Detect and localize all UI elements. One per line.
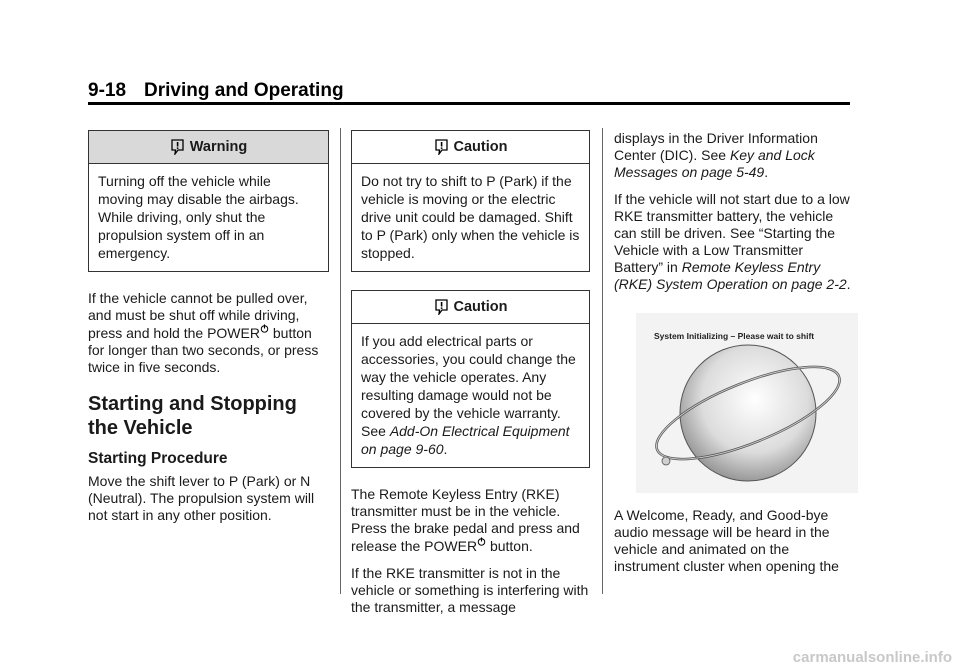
power-icon bbox=[477, 537, 486, 546]
shutoff-paragraph bbox=[88, 290, 329, 376]
rke-text-b: button. bbox=[489, 538, 533, 554]
key-lock-reference-link[interactable]: Key and Lock Messages on page 5-49 bbox=[614, 147, 815, 180]
rke-text-a: The Remote Keyless Entry (RKE) transmitter must be in the vehicle. Press the brake pedal and press and release the POWER bbox=[351, 486, 580, 554]
column-divider-2 bbox=[602, 128, 603, 594]
warning-box bbox=[88, 130, 329, 272]
caution-body-2 bbox=[352, 324, 589, 467]
rke-paragraph bbox=[351, 486, 590, 555]
warning-title: Warning bbox=[189, 138, 248, 155]
section-title: Driving and Operating bbox=[144, 80, 344, 101]
low-battery-text: If the vehicle will not start due to a low RKE transmitter battery, the vehicle can still be driven. See “Starting the Vehicle with a Low Transmitter Battery” in bbox=[614, 191, 850, 275]
section-heading: Starting and Stopping the Vehicle bbox=[88, 393, 297, 439]
low-battery-end: . bbox=[846, 276, 851, 292]
shutoff-text-a: If the vehicle cannot be pulled over, and must be shut off while driving, press and hold the POWER bbox=[88, 290, 308, 341]
caution-body-2-end: . bbox=[443, 441, 448, 457]
figure-caption: System Initializing – Please wait to shift bbox=[654, 331, 815, 341]
caution-title-bar-1 bbox=[352, 131, 589, 164]
caution-icon bbox=[434, 139, 449, 155]
warning-icon bbox=[170, 139, 185, 155]
interference-paragraph: If the RKE transmitter is not in the vehicle or something is interfering with the transmitter, a message bbox=[351, 565, 589, 615]
power-icon bbox=[260, 324, 269, 333]
dic-text: displays in the Driver Information Center (DIC). See bbox=[614, 130, 818, 163]
caution-title-bar-2 bbox=[352, 291, 589, 324]
welcome-paragraph: A Welcome, Ready, and Good-bye audio message will be heard in the vehicle and animated on the instrument cluster when opening the bbox=[614, 507, 839, 574]
page-number: 9-18 bbox=[88, 80, 127, 101]
column-1 bbox=[88, 130, 329, 534]
watermark: carmanualsonline.info bbox=[792, 649, 952, 666]
column-divider-1 bbox=[340, 128, 341, 594]
warning-body: Turning off the vehicle while moving may disable the airbags. While driving, only shut the propulsion system off in an emergency. bbox=[98, 173, 299, 261]
dic-text-end: . bbox=[764, 164, 769, 180]
caution-body-2-text: If you add electrical parts or accessories, you could change the way the vehicle operates. Any resulting damage would not be covered by the vehicle warranty. See bbox=[361, 333, 576, 439]
globe-illustration bbox=[636, 313, 858, 493]
dic-display-figure bbox=[636, 313, 858, 493]
header-rule bbox=[88, 102, 850, 105]
column-3 bbox=[614, 130, 854, 585]
low-battery-paragraph bbox=[614, 191, 854, 293]
procedure-paragraph: Move the shift lever to P (Park) or N (Neutral). The propulsion system will not start in any other position. bbox=[88, 473, 315, 523]
caution-reference-link[interactable]: Add-On Electrical Equipment on page 9-60 bbox=[361, 423, 570, 457]
page-header bbox=[88, 80, 344, 102]
subsection-heading: Starting Procedure bbox=[88, 450, 228, 467]
caution-box-2 bbox=[351, 290, 590, 468]
caution-icon bbox=[434, 299, 449, 315]
shutoff-text-b: button for longer than two seconds, or press twice in five seconds. bbox=[88, 325, 319, 375]
column-2 bbox=[351, 130, 590, 626]
warning-title-bar bbox=[89, 131, 328, 164]
caution-box-1 bbox=[351, 130, 590, 272]
dic-paragraph bbox=[614, 130, 854, 181]
caution-body-1: Do not try to shift to P (Park) if the vehicle is moving or the electric drive unit could be damaged. Shift to P (Park) only when the vehicle is stopped. bbox=[361, 173, 580, 261]
caution-title-2: Caution bbox=[453, 298, 508, 315]
caution-title-1: Caution bbox=[453, 138, 508, 155]
rke-reference-link[interactable]: Remote Keyless Entry (RKE) System Operation on page 2-2 bbox=[614, 259, 847, 292]
